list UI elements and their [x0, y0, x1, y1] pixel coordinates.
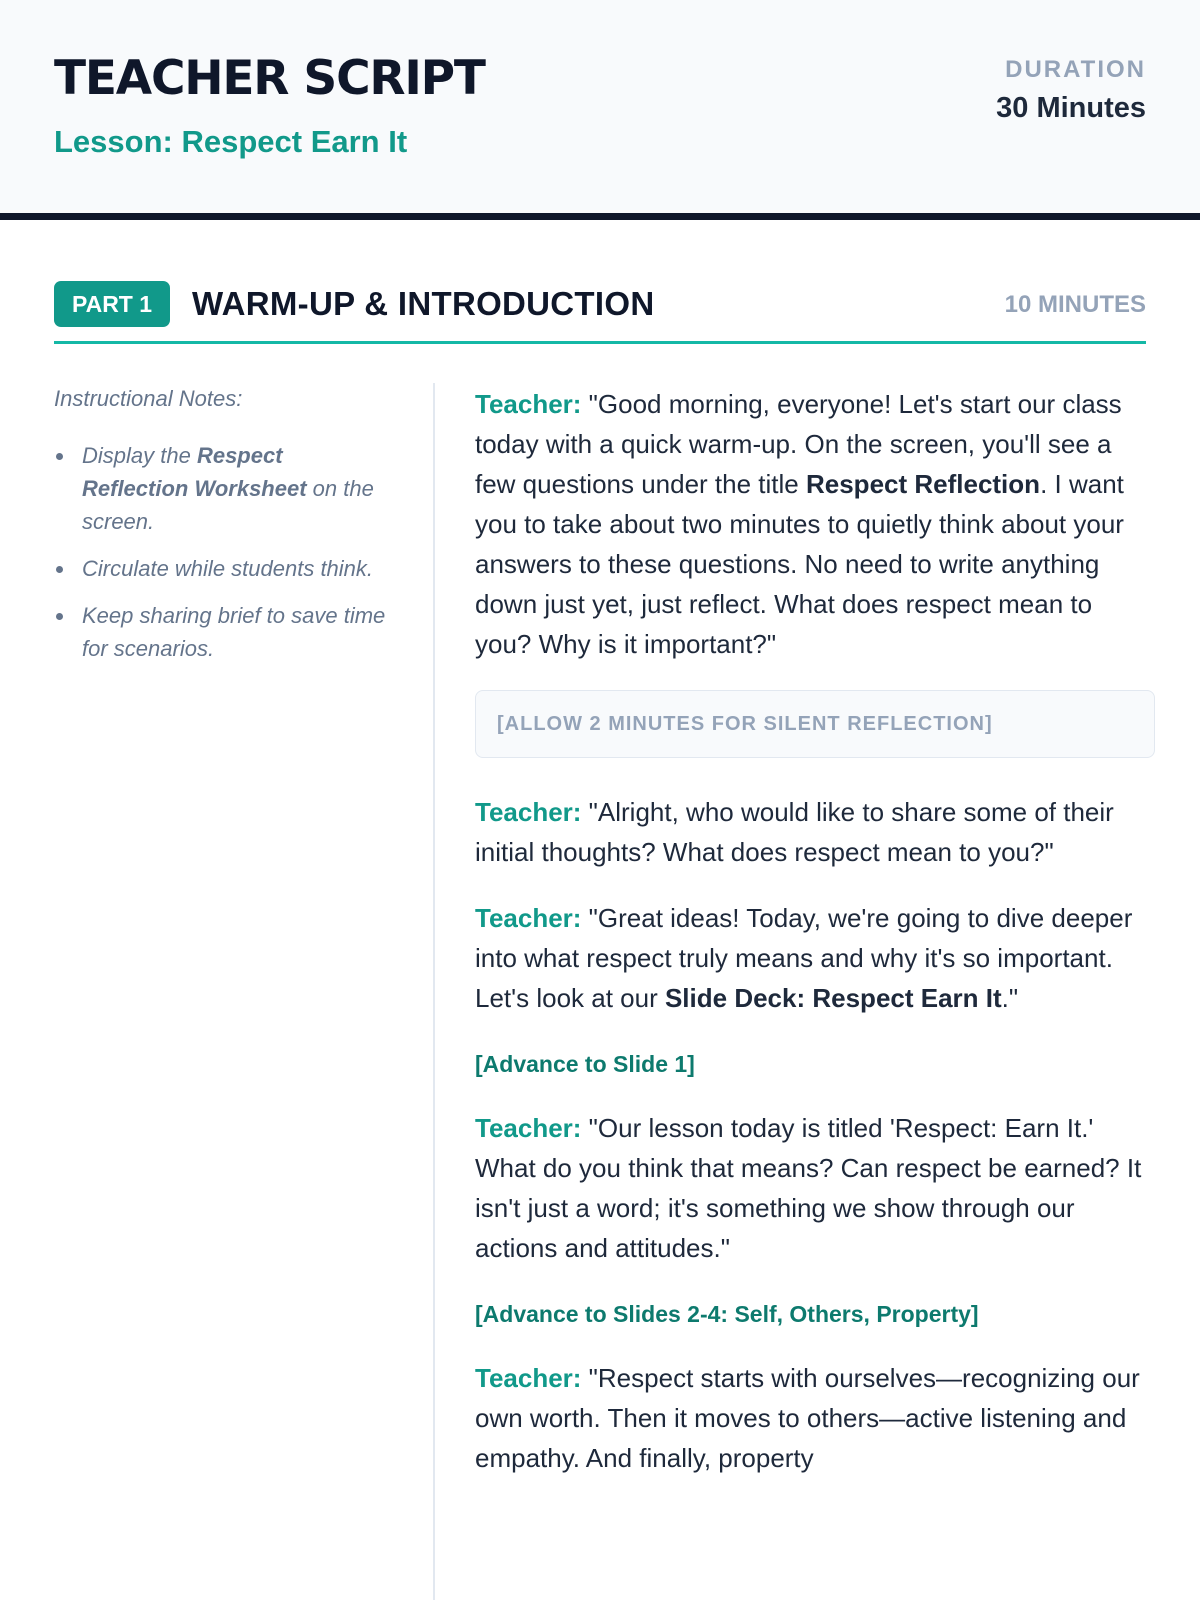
lesson-subtitle: Lesson: Respect Earn It [54, 124, 408, 159]
duration-value: 30 Minutes [996, 92, 1146, 124]
notes-list [54, 439, 394, 665]
note-item: Circulate while students think. [54, 552, 394, 585]
script-paragraph: Teacher: "Good morning, everyone! Let's start our class today with a quick warm-up. On the screen, you'll see a few questions under the title Respect Reflection. I want you to take about two minutes to quietly think about your answers to these questions. No need to write anything down just yet, just reflect. What does respect mean to you? Why is it important?" [475, 389, 1124, 659]
slide-cue: [Advance to Slide 1] [475, 1051, 695, 1077]
script-paragraph: Teacher: "Alright, who would like to share some of their initial thoughts? What does respect mean to you?" [475, 797, 1114, 867]
speaker-label: Teacher: [475, 797, 582, 827]
speaker-label: Teacher: [475, 1363, 582, 1393]
section-header [54, 280, 1146, 344]
note-item: Display the Respect Reflection Worksheet on the screen. [54, 439, 394, 538]
column-divider [433, 383, 435, 1600]
script-paragraph: Teacher: "Great ideas! Today, we're going to dive deeper into what respect truly means and why it's so important. Let's look at our Slide Deck: Respect Earn It." [475, 903, 1133, 1013]
script-paragraph: Teacher: "Respect starts with ourselves—recognizing our own worth. Then it moves to others—active listening and empathy. And finally, property [475, 1363, 1140, 1473]
duration-label: DURATION [1005, 56, 1146, 83]
notes-title: Instructional Notes: [54, 386, 243, 411]
speaker-label: Teacher: [475, 1113, 582, 1143]
section-time: 10 MINUTES [1004, 291, 1146, 318]
section-title: WARM-UP & INTRODUCTION [192, 285, 655, 322]
speaker-label: Teacher: [475, 903, 582, 933]
speaker-label: Teacher: [475, 389, 582, 419]
worksheet-name: Respect Reflection Worksheet [82, 442, 307, 501]
slide-cue: [Advance to Slides 2-4: Self, Others, Property] [475, 1301, 979, 1327]
script-paragraph: Teacher: "Our lesson today is titled 'Respect: Earn It.' What do you think that means? Can respect be earned? It isn't just a word; it's something we show through our actions and attitudes." [475, 1113, 1142, 1263]
part-badge: PART 1 [54, 281, 170, 327]
script-column [475, 384, 1155, 1504]
instructional-notes [54, 384, 394, 679]
pause-cue-box: [ALLOW 2 MINUTES FOR SILENT REFLECTION] [475, 690, 1155, 758]
page-header [0, 0, 1200, 220]
page-title: TEACHER SCRIPT [54, 51, 485, 106]
note-item: Keep sharing brief to save time for scenarios. [54, 599, 394, 665]
